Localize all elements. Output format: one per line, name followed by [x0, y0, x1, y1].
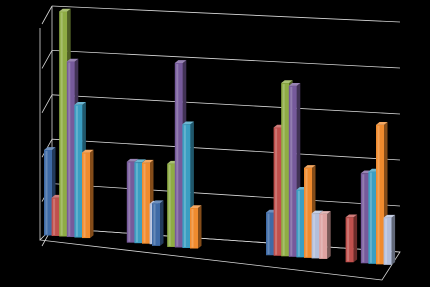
bar: [289, 86, 297, 257]
bar: [134, 162, 142, 243]
bar-highlight: [46, 151, 48, 235]
gridline: [52, 139, 400, 160]
side-gridline: [42, 6, 52, 24]
side-gridline: [42, 50, 52, 68]
bar-highlight: [169, 165, 171, 246]
bar: [175, 63, 183, 248]
bar-side: [327, 211, 331, 259]
bar: [376, 125, 384, 265]
gridline: [52, 95, 400, 114]
bar: [152, 203, 160, 246]
bar: [384, 218, 392, 265]
bar: [266, 213, 274, 256]
bar-highlight: [154, 204, 156, 245]
bar-highlight: [385, 219, 387, 264]
bar-side: [392, 215, 396, 265]
bar-highlight: [192, 209, 194, 248]
bar-highlight: [136, 163, 138, 242]
bar-highlight: [283, 84, 285, 255]
bar: [312, 213, 320, 258]
gridline: [52, 50, 400, 68]
bar-highlight: [370, 173, 372, 263]
bar-highlight: [290, 87, 292, 256]
gridline: [52, 6, 400, 22]
bar: [127, 162, 135, 243]
bar: [44, 150, 52, 236]
bar-highlight: [76, 106, 78, 237]
bar: [74, 105, 82, 238]
bar-side: [90, 150, 94, 238]
bar-highlight: [176, 64, 178, 247]
bar: [361, 173, 369, 263]
bar-highlight: [362, 174, 364, 262]
bar-highlight: [61, 12, 63, 235]
bar: [142, 163, 150, 244]
bar-highlight: [144, 164, 146, 243]
bar: [346, 217, 354, 262]
bar: [52, 198, 60, 236]
bar: [319, 214, 327, 259]
bar: [59, 11, 67, 236]
bar: [190, 208, 198, 249]
bar: [274, 128, 282, 256]
bar: [67, 62, 75, 238]
bar: [167, 164, 175, 247]
bar: [82, 153, 90, 239]
bar-side: [354, 214, 358, 262]
bar: [182, 124, 190, 248]
bar-side: [198, 205, 202, 248]
bar-highlight: [347, 218, 349, 261]
bar-highlight: [275, 129, 277, 255]
bar-highlight: [68, 63, 70, 237]
bar-highlight: [321, 215, 323, 258]
bar-side: [160, 200, 164, 246]
bar-highlight: [268, 214, 270, 255]
bar-highlight: [313, 214, 315, 257]
bar-highlight: [53, 199, 55, 235]
bar: [281, 83, 289, 256]
bar: [296, 190, 304, 257]
side-gridline: [42, 95, 52, 113]
chart-bars: [44, 9, 395, 265]
bar-highlight: [378, 126, 380, 264]
bar: [304, 168, 312, 258]
bar-highlight: [128, 163, 130, 242]
gridline: [52, 184, 400, 206]
bar-highlight: [306, 169, 308, 257]
bar: [368, 172, 376, 264]
bar-highlight: [84, 154, 86, 238]
bar-highlight: [184, 125, 186, 247]
bar-highlight: [298, 191, 300, 256]
